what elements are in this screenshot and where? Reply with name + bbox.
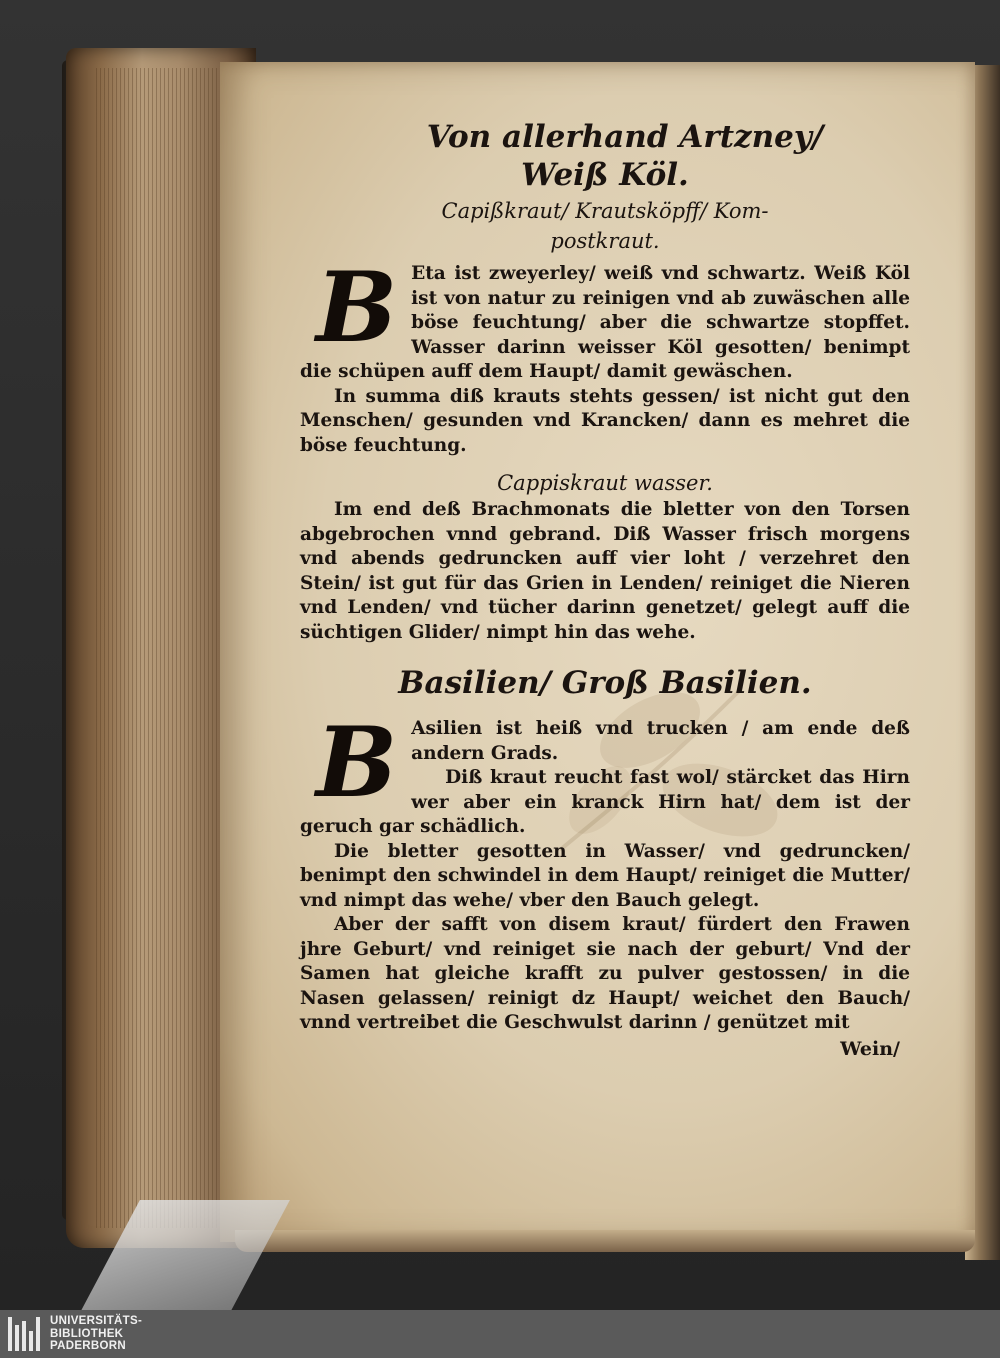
section-basil: [300, 706, 910, 1036]
logo-text-line1: UNIVERSITÄTS-: [50, 1315, 143, 1327]
subheading-cabbage-water: Cappiskraut wasser.: [497, 471, 713, 495]
dropcap-initial: B: [316, 706, 398, 819]
page-text-block: [300, 118, 910, 1060]
logo-text-line2: BIBLIOTHEK: [50, 1327, 124, 1340]
section-white-cabbage: [300, 251, 910, 458]
synonyms-line1: Capißkraut/ Krautsköpff/ Kom-: [441, 199, 769, 223]
library-logo-text: [50, 1315, 142, 1353]
basil-paragraph-scent: Diß kraut reucht fast wol/ stärcket das Hirn wer aber ein kranck Hirn hat/ dem ist der geruch gar schädlich.: [300, 767, 910, 837]
footer-bar: [0, 1310, 1000, 1358]
basil-paragraph-juice: Aber der safft von disem kraut/ fürdert den Frawen jhre Geburt/ vnd reiniget sie nach der geburt/ Vnd der Samen hat gleiche krafft zu pulver gestossen/ in die Nasen gelassen/ reinigt dz Haupt/ weichet den Bauch/ vnnd vertreibet die Geschwulst darinn / genützet mit: [300, 914, 910, 1033]
basil-paragraph-leaves: Die bletter gesotten in Wasser/ vnd gedruncken/ benimpt den schwindel in dem Haupt/ reiniget die Mutter/ vnd nimpt das wehe/ vber den Bauch gelegt.: [300, 840, 910, 911]
cabbage-water-paragraph: Im end deß Brachmonats die bletter von den Torsen abgebrochen vnnd gebrand. Diß Wasser frisch morgens vnd abends gedruncken auff vier loht / verzehret den Stein/ ist gut für das Grien in Lenden/ reiniget die Nieren vnd Lenden/ vnd tücher darinn genetzet/ gelegt auff die süchtigen Glider/ nimpt hin das wehe.: [300, 499, 910, 643]
catchword: Wein/: [840, 1037, 900, 1060]
library-logo-icon: [8, 1317, 42, 1351]
page-bottom-edge: [235, 1230, 975, 1252]
dropcap-initial: B: [316, 251, 398, 364]
basil-paragraph: Asilien ist heiß vnd trucken / am ende deß andern Grads.: [411, 718, 910, 764]
cabbage-paragraph: Eta ist zweyerley/ weiß vnd schwartz. Weiß Köl ist von natur zu reinigen vnd ab zuwäschen alle böse feuchtung/ aber die schwartze stopffet. Wasser darinn weisser Köl gesotten/ benimpt die schüpen auff dem Haupt/ damit gewäschen.: [300, 263, 910, 382]
page-heading-line2: Weiß Köl.: [521, 157, 689, 193]
logo-text-line3: PADERBORN: [50, 1340, 126, 1352]
cabbage-paragraph-summary: In summa diß krauts stehts gessen/ ist nicht gut den Menschen/ gesunden vnd Krancken/ dann es mehret die böse feuchtung.: [300, 385, 910, 456]
page-heading-line1: Von allerhand Artzney/: [426, 119, 824, 155]
heading-basil: Basilien/ Groß Basilien.: [398, 665, 812, 701]
synonyms-line2: postkraut.: [550, 229, 660, 253]
